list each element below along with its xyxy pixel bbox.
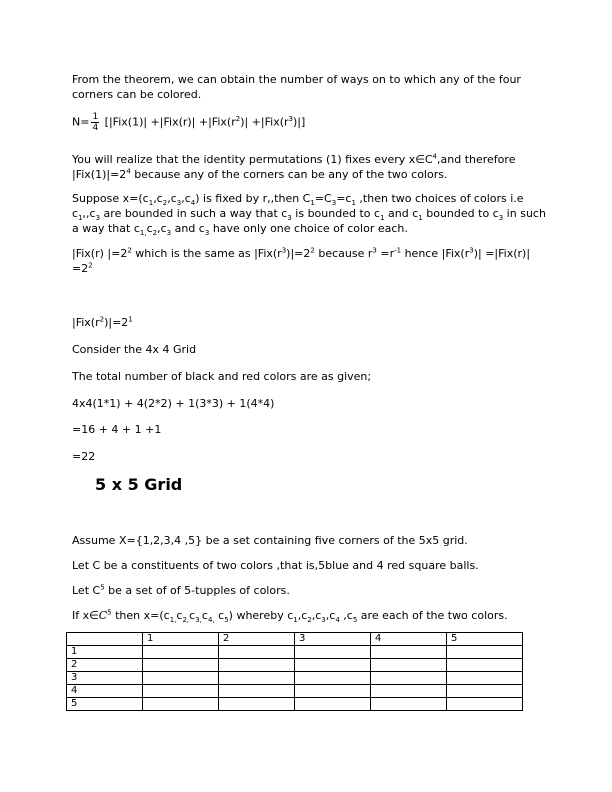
table-cell [295,672,371,685]
table-cell [219,646,295,659]
table-cell: 4 [67,685,143,698]
grid-table [66,632,523,711]
table-cell [219,672,295,685]
set-definition: Assume X={1,2,3,4 ,5} be a set containing five corners of the 5x5 grid. [72,534,468,547]
table-cell: 5 [67,698,143,711]
table-header-cell [67,633,143,646]
table-cell [219,659,295,672]
tuples-definition: Let $C^5$ be a set of of 5-tupples of colors. [72,583,290,597]
table-cell [143,698,219,711]
table-cell: 3 [67,672,143,685]
table-header-cell: 1 [143,633,219,646]
table-row [67,698,523,711]
table-cell [447,646,523,659]
identity-paragraph: You will realize that the identity permutations (1) fixes every $x\in C^4,and$ therefore $|Fix(1)|=2^4$ because any of the corners can be any of the two colors. [72,152,516,181]
calc-sum: =16 + 4 + 1 +1 [72,423,162,436]
fix-r2-line: $|Fix(r^2)|=2^1$ [72,315,133,329]
colors-definition: Let C be a constituents of two colors ,that is,5blue and 4 red square balls. [72,559,479,572]
table-header-cell: 4 [371,633,447,646]
table-row [67,659,523,672]
table-cell [143,646,219,659]
tuple-element-line: If $x\in C^5$ then $x=(c_{1,}c_{2,}c_{3,}c_{4,}$ $c_5$) whereby $c_1,c_2,c_3,c_4$ $,c_5$ are each of the two colors. [72,608,508,625]
table-header-cell: 3 [295,633,371,646]
calc-result: =22 [72,450,96,463]
table-cell [447,685,523,698]
table-header-cell: 2 [219,633,295,646]
table-cell [143,659,219,672]
table-cell: 1 [67,646,143,659]
table-cell [295,646,371,659]
table-header-cell: 5 [447,633,523,646]
table-cell [371,672,447,685]
table-header-row [67,633,523,646]
table-cell [143,672,219,685]
table-cell [447,698,523,711]
table-row [67,685,523,698]
table-cell [371,646,447,659]
burnside-formula: N= $\frac{1}{4}$ $[|Fix(1)| +|Fix(r)| +|Fix(r^2)| +|Fix(r^3)|]$ [72,112,306,133]
table-cell [143,685,219,698]
table-cell: 2 [67,659,143,672]
table-cell [219,698,295,711]
table-cell [447,672,523,685]
fix-r-paragraph: |Fix(r) $|=2^2$ which is the same as $|Fix(r^3)|=2^2$ because $r^3 =r^{-1}$ hence $|Fix(r^3)| =|Fix(r)| =2^2$ [72,246,531,275]
table-row [67,672,523,685]
intro-paragraph: From the theorem, we can obtain the number of ways on to which any of the four corners can be colored. [72,73,521,101]
table-cell [295,685,371,698]
fraction: $\frac{1}{4}$ [92,112,99,133]
section-heading: 5 x 5 Grid [95,475,183,494]
table-cell [219,685,295,698]
table-cell [447,659,523,672]
table-cell [371,685,447,698]
table-cell [371,659,447,672]
grid-4x4-intro: Consider the 4x 4 Grid [72,343,197,356]
calc-expression: 4x4(1*1) + 4(2*2) + 1(3*3) + 1(4*4) [72,397,275,410]
table-cell [295,698,371,711]
table-row [67,646,523,659]
rotation-paragraph: Suppose $x=(c_1,c_2,c_3,c_4)$ is fixed by r,,then $C_1=C_3=c_1$ ,then two choices of colors i.e $c_1,,c_3$ are bounded in such a way that $c_3$ is bounded to $c_1$ and $c_1$ bounded to $c_3$ in such a way that $c_{1,}c_2,c_3$ and $c_3$ have only one choice of color each. [72,192,546,238]
table-cell [371,698,447,711]
total-colors-line: The total number of black and red colors are as given; [72,370,372,383]
table-cell [295,659,371,672]
